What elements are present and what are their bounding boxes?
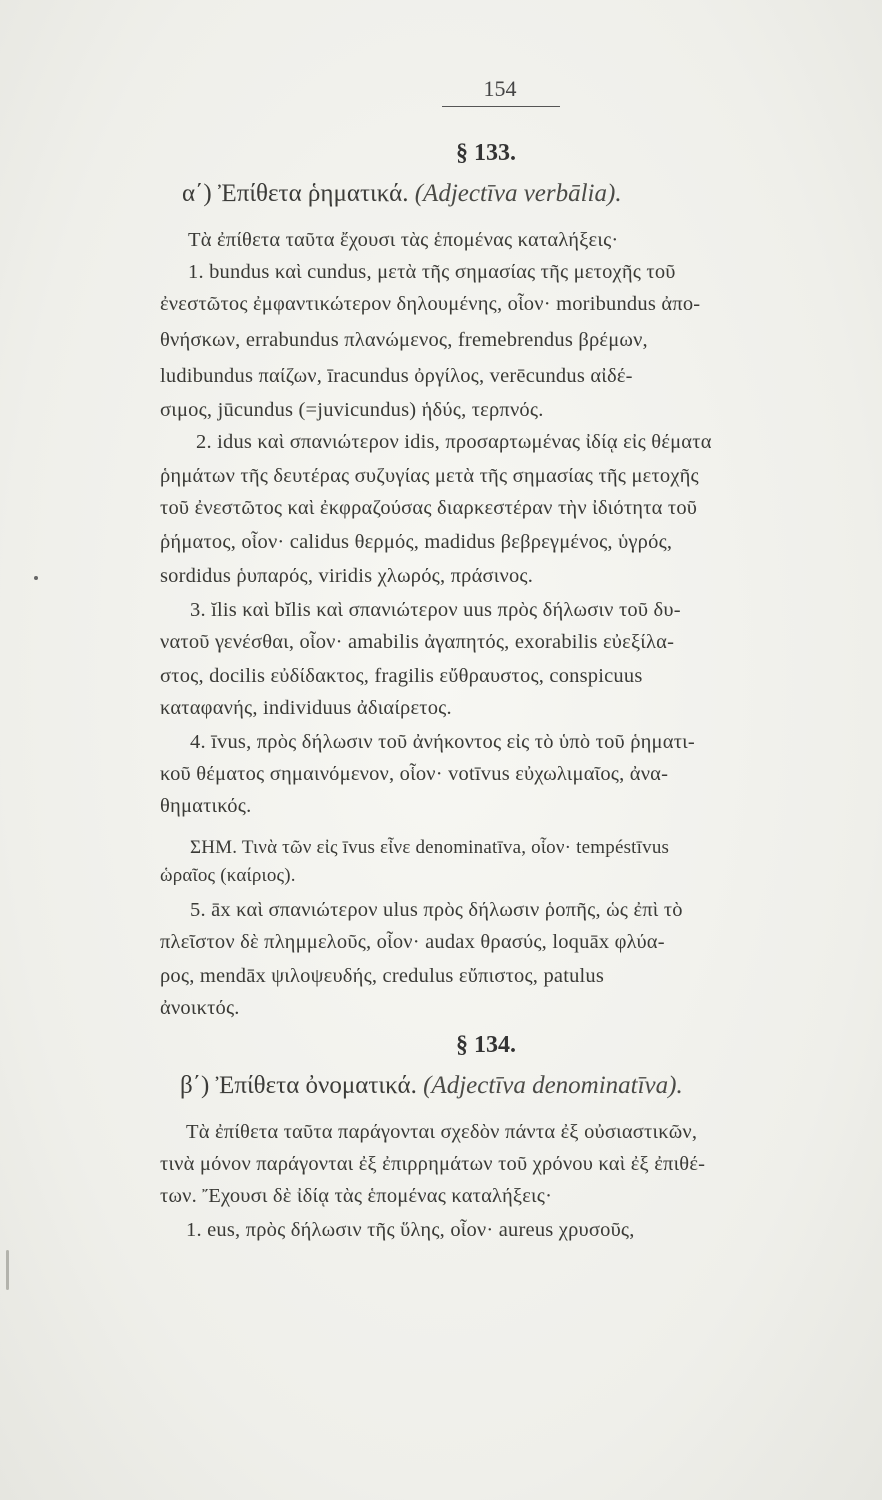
note-line: ὡραῖος (καίριος). (160, 865, 296, 886)
text-line: Τὰ ἐπίθετα ταῦτα παράγονται σχεδὸν πάντα ἐξ οὐσιαστικῶν, (186, 1121, 698, 1143)
text-line: sordidus ῥυπαρός, viridis χλωρός, πράσινος. (160, 565, 534, 587)
text-line: τινὰ μόνον παράγονται ἐξ ἐπιρρημάτων τοῦ χρόνου καὶ ἐξ ἐπιθέ- (160, 1153, 706, 1175)
text-line: πλεῖστον δὲ πλημμελοῦς, οἷον· audax θρασύς, loquāx φλύα- (160, 931, 665, 953)
scan-speck (34, 576, 38, 580)
text-line: στος, docilis εὐδίδακτος, fragilis εὔθραυστος, conspicuus (160, 665, 643, 687)
section-133-heading (182, 180, 622, 208)
text-line: 5. āx καὶ σπανιώτερον ulus πρὸς δήλωσιν ῥοπῆς, ὡς ἐπὶ τὸ (190, 899, 683, 921)
text-line: 3. ĭlis καὶ bĭlis καὶ σπανιώτερον uus πρὸς δήλωσιν τοῦ δυ- (190, 599, 681, 621)
section-134-heading-latin: (Adjectīva denominatīva). (423, 1072, 683, 1099)
section-134-mark: § 134. (456, 1032, 516, 1058)
text-line: τοῦ ἐνεστῶτος καὶ ἐκφραζούσας διαρκεστέραν τὴν ἰδιότητα τοῦ (160, 497, 698, 519)
header-rule (442, 106, 560, 107)
text-line: 4. īvus, πρὸς δήλωσιν τοῦ ἀνήκοντος εἰς τὸ ὑπὸ τοῦ ῥηματι- (190, 731, 695, 753)
text-line: 2. idus καὶ σπανιώτερον idis, προσαρτωμένας ἰδίᾳ εἰς θέματα (196, 431, 712, 453)
text-line: ludibundus παίζων, īracundus ὀργίλος, verēcundus αἰδέ- (160, 365, 633, 387)
text-line: ἀνοικτός. (160, 997, 240, 1019)
note-line: ΣΗΜ. Τινὰ τῶν εἰς īvus εἶνε denominatīva, οἷον· tempéstīvus (190, 837, 670, 858)
text-line: Τὰ ἐπίθετα ταῦτα ἔχουσι τὰς ἑπομένας καταλήξεις· (188, 229, 619, 251)
text-line: καταφανής, individuus ἀδιαίρετος. (160, 697, 452, 719)
text-line: θηματικός. (160, 795, 252, 817)
text-line: ἐνεστῶτος ἐμφαντικώτερον δηλουμένης, οἷον· moribundus ἀπο- (160, 293, 701, 315)
section-134-heading-greek: β΄) Ἐπίθετα ὀνοματικά. (180, 1072, 417, 1099)
text-line: κοῦ θέματος σημαινόμενον, οἷον· votīvus εὐχωλιμαῖος, ἀνα- (160, 763, 669, 785)
text-line: 1. eus, πρὸς δήλωσιν τῆς ὕλης, οἷον· aureus χρυσοῦς, (186, 1219, 635, 1241)
text-line: ρος, mendāx ψιλοψευδής, credulus εὔπιστος, patulus (160, 965, 605, 987)
text-line: θνήσκων, errabundus πλανώμενος, fremebrendus βρέμων, (160, 329, 648, 351)
text-line: των. Ἔχουσι δὲ ἰδίᾳ τὰς ἑπομένας καταλήξεις· (160, 1185, 553, 1207)
section-133-mark: § 133. (456, 140, 516, 166)
text-line: ῥημάτων τῆς δευτέρας συζυγίας μετὰ τῆς σημασίας τῆς μετοχῆς (160, 465, 699, 487)
section-133-heading-latin: (Adjectīva verbālia). (414, 180, 622, 207)
section-134-heading (180, 1072, 683, 1100)
text-line: 1. bundus καὶ cundus, μετὰ τῆς σημασίας τῆς μετοχῆς τοῦ (188, 261, 676, 283)
section-133-heading-greek: α΄) Ἐπίθετα ῥηματικά. (182, 180, 409, 207)
text-line: σιμος, jūcundus (=juvicundus) ἡδύς, τερπνός. (160, 399, 544, 421)
page-number: 154 (483, 76, 517, 101)
text-line: ῥήματος, οἷον· calidus θερμός, madidus βεβρεγμένος, ὑγρός, (160, 531, 673, 553)
text-line: νατοῦ γενέσθαι, οἷον· amabilis ἀγαπητός, exorabilis εὐεξίλα- (160, 631, 675, 653)
scan-gutter-mark (6, 1250, 9, 1290)
